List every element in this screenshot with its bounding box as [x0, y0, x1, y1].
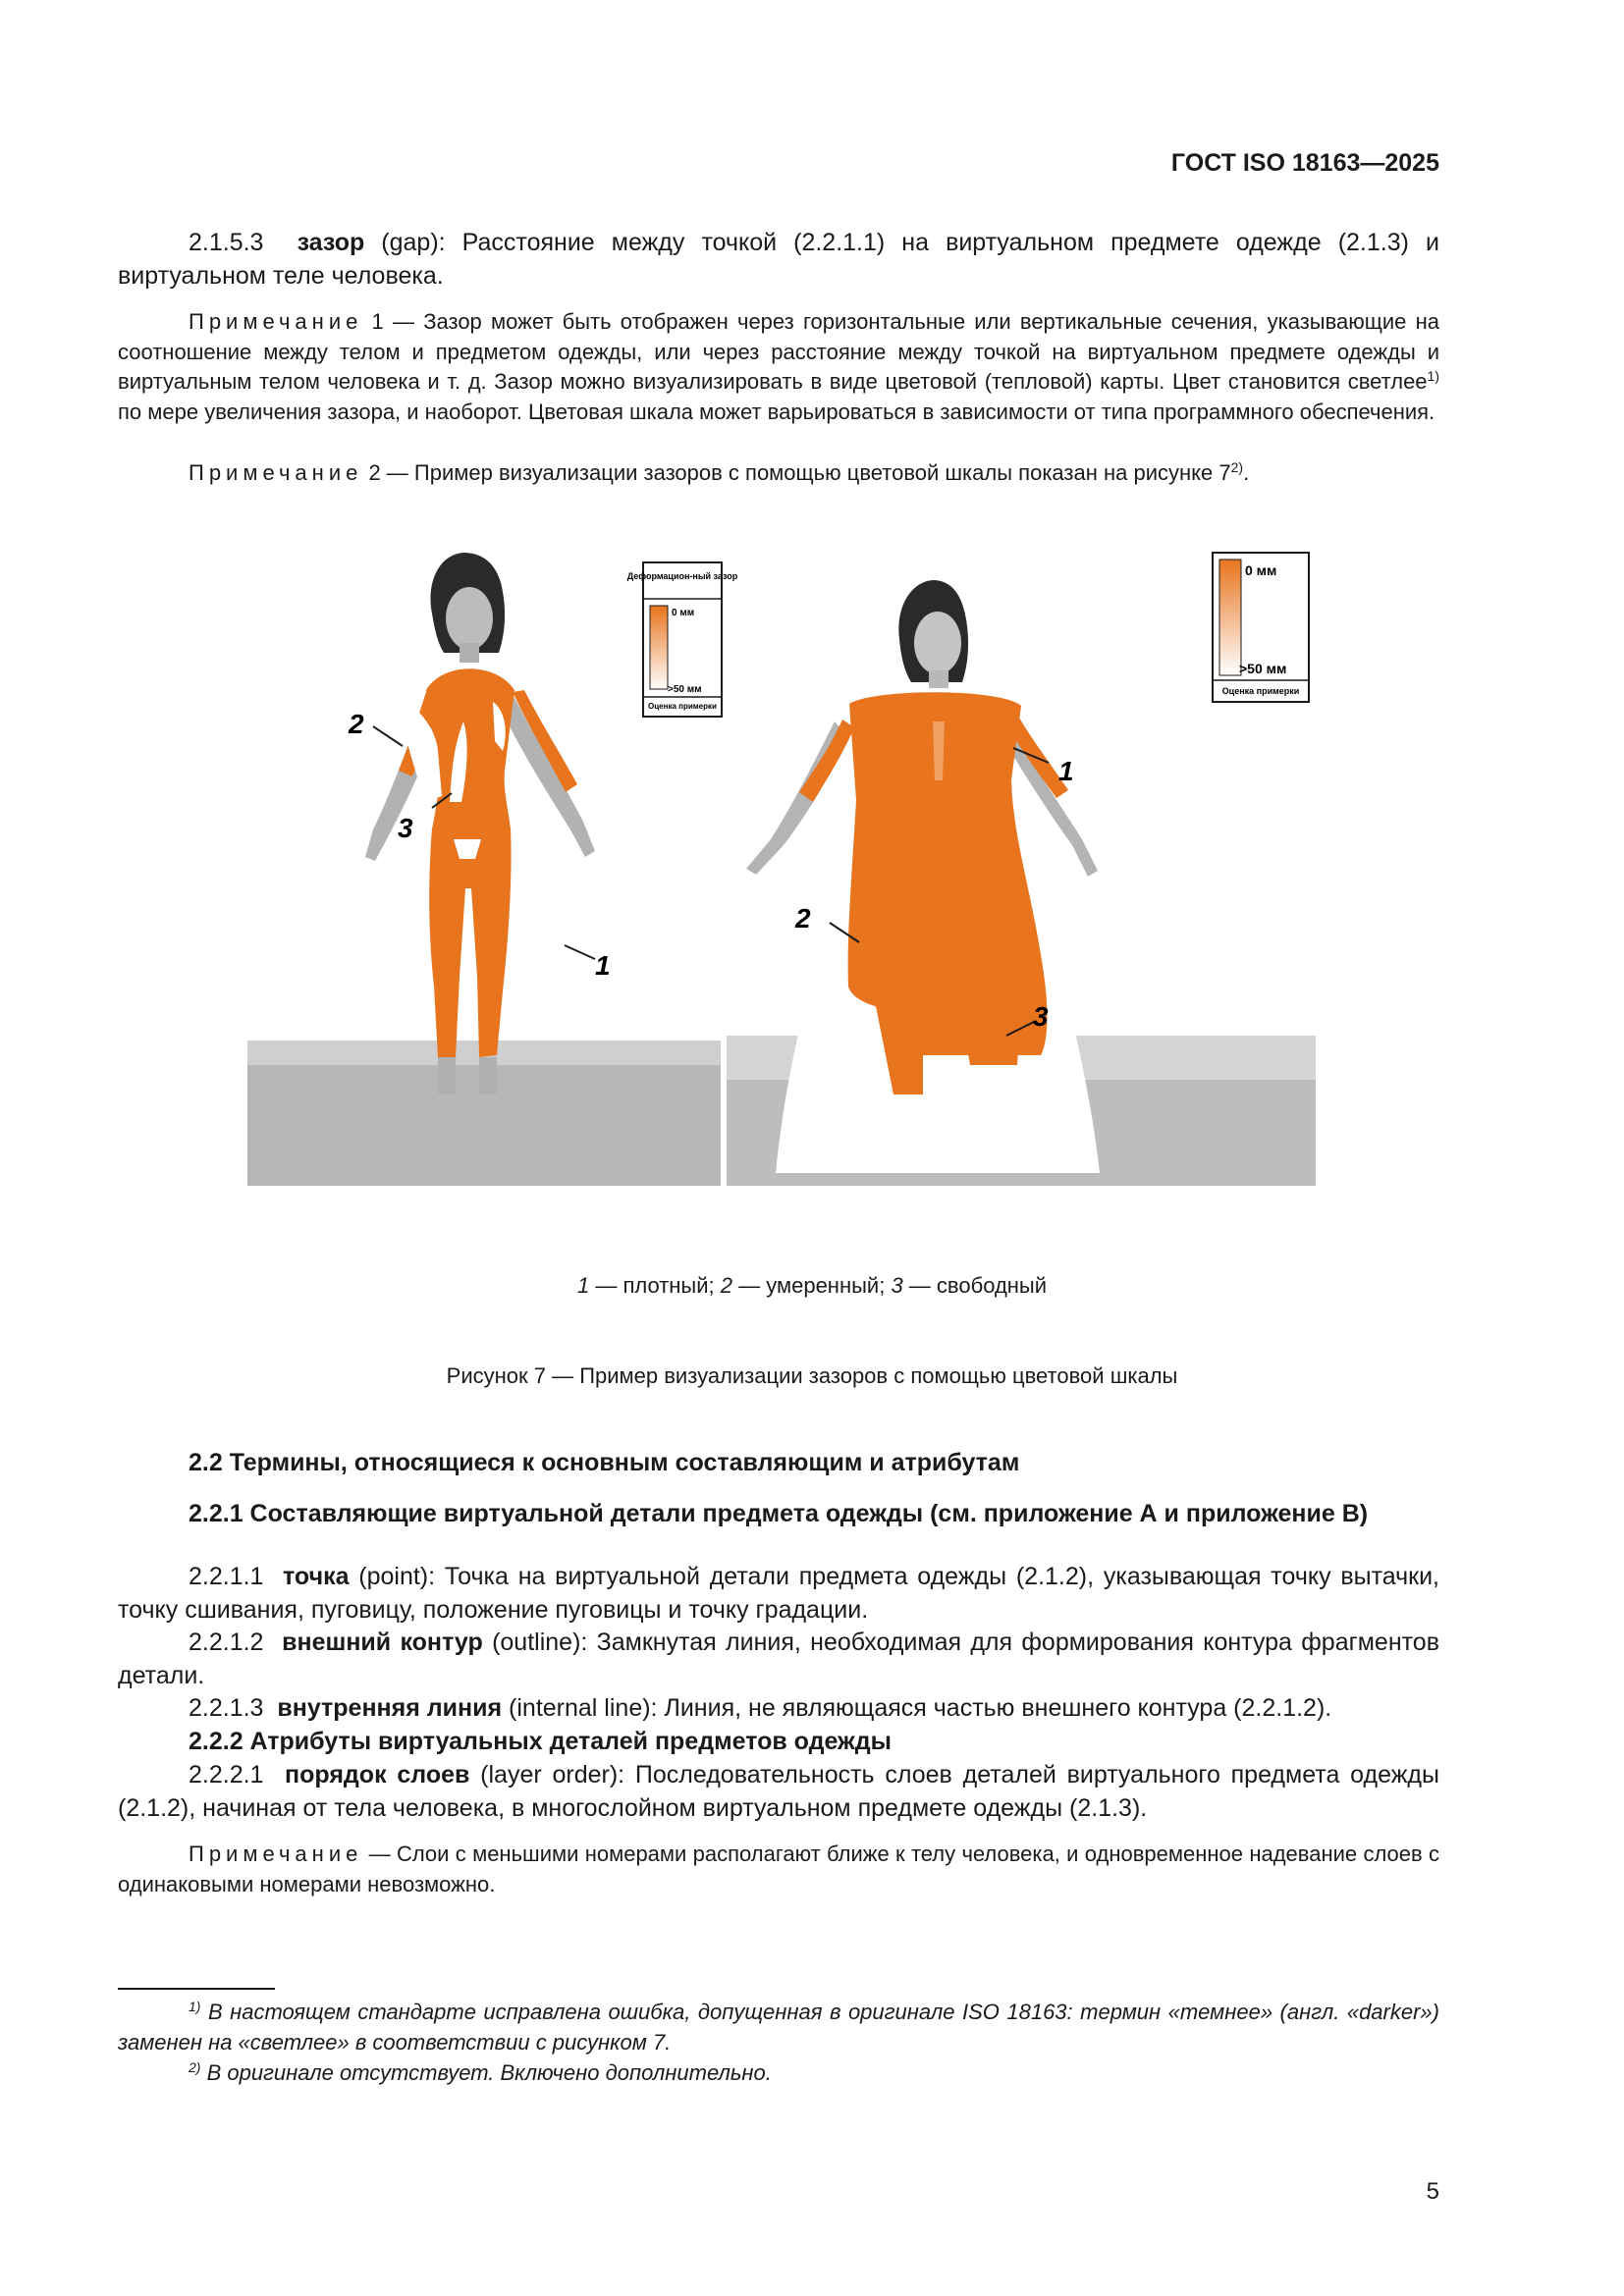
note-text-cont: по мере увеличения зазора, и наоборот. Цветовая шкала может варьироваться в зависимости от типа программного обеспечения.: [118, 399, 1435, 424]
left-scale-top: 0 мм: [672, 608, 695, 618]
section-heading-2-2: 2.2 Термины, относящиеся к основным составляющим и атрибутам: [189, 1449, 1020, 1476]
right-callout: 3: [1033, 1001, 1049, 1032]
left-scale-footer: Оценка примерки: [648, 702, 717, 711]
note-text: 1 — Зазор может быть отображен через горизонтальные или вертикальные сечения, указывающие на соотношение между телом и предметом одежды, или через расстояние между точкой на виртуальном предмете одежды и виртуальным телом человека и т. д. Зазор можно визуализировать в виде цветовой (тепловой) карты. Цвет становится светлее: [118, 309, 1439, 394]
document-code: ГОСТ ISO 18163—2025: [1170, 149, 1439, 177]
left-scale-title: Деформацион-ный зазор: [626, 571, 738, 581]
left-color-scale: [627, 562, 738, 717]
note-label: Примечание: [189, 460, 363, 485]
footnote-ref: 2): [1230, 459, 1244, 475]
footnote-separator: [118, 1988, 275, 1990]
figure-caption: Рисунок 7 — Пример визуализации зазоров с помощью цветовой шкалы: [446, 1363, 1178, 1388]
left-callout: 3: [398, 813, 413, 843]
right-scale-footer: Оценка примерки: [1221, 686, 1300, 696]
figure-legend: 1 — плотный; 2 — умеренный; 3 — свободный: [576, 1273, 1048, 1298]
left-callout: 1: [595, 950, 611, 981]
term: зазор: [297, 229, 365, 256]
right-scale-top: 0 мм: [1245, 562, 1277, 578]
right-face: [914, 612, 961, 674]
footnote-1: $^{1)}$ В настоящем стандарте исправлена ошибка, допущенная в оригинале ISO 18163: термин «темнее» (англ. «darker») заменен на «светлее» в соответствии с рисунком 7.: [118, 1999, 1439, 2055]
clause-2-2-1-2: 2.2.1.2 внешний контур (outline): Замкнутая линия, необходимая для формирования контура фрагментов детали.: [118, 1629, 1439, 1689]
clause-2-2-2-1: 2.2.2.1 порядок слоев (layer order): Последовательность слоев деталей виртуального предмета одежды (2.1.2), начиная от тела человека, в многослойном виртуальном предмете одежды (2.1.3).: [118, 1761, 1439, 1822]
left-callout: 2: [349, 709, 364, 739]
right-color-scale: [1213, 553, 1309, 702]
clause-2-1-5-3: [118, 226, 1439, 293]
gap-visualization-figure: [245, 545, 1316, 1188]
left-scale-bottom: >50 мм: [668, 684, 702, 695]
clause-number: 2.1.5.3: [189, 229, 264, 256]
footnote-ref: 1): [1427, 368, 1439, 384]
clause-2-2-1-3: 2.2.1.3 внутренняя линия (internal line): Линия, не являющаяся частью внешнего контура (2.2.1.2).: [189, 1694, 1332, 1722]
definition: (gap): Расстояние между точкой (2.2.1.1) на виртуальном предмете одежде (2.1.3) и виртуальном теле человека.: [118, 229, 1439, 290]
footnote-2: $^{2)}$ В оригинале отсутствует. Включено дополнительно.: [189, 2059, 772, 2085]
note-text: 2 — Пример визуализации зазоров с помощью цветовой шкалы показан на рисунке 7: [362, 460, 1231, 485]
right-callout: 1: [1058, 756, 1074, 786]
section-heading-2-2-1: 2.2.1 Составляющие виртуальной детали предмета одежды (см. приложение А и приложение В): [189, 1500, 1369, 1527]
left-face: [446, 587, 493, 650]
clause-2-2-1-1: 2.2.1.1 точка (point): Точка на виртуальной детали предмета одежды (2.1.2), указывающая точку вытачки, точку сшивания, пуговицу, положение пуговицы и точку градации.: [118, 1563, 1439, 1624]
right-callout: 2: [795, 903, 811, 934]
section-heading-2-2-2: 2.2.2 Атрибуты виртуальных деталей предметов одежды: [189, 1728, 892, 1755]
note-1: [118, 307, 1439, 427]
right-scale-bottom: >50 мм: [1239, 661, 1287, 676]
note-label: Примечание: [189, 309, 363, 334]
page-number: 5: [1426, 2178, 1439, 2205]
note-3: Примечание — Слои с меньшими номерами располагают ближе к телу человека, и одновременное надевание слоев с одинаковыми номерами невозможно.: [118, 1842, 1439, 1896]
note-2: Примечание 2 — Пример визуализации зазоров с помощью цветовой шкалы показан на рисунке 7$^{2)}$.: [189, 459, 1250, 485]
